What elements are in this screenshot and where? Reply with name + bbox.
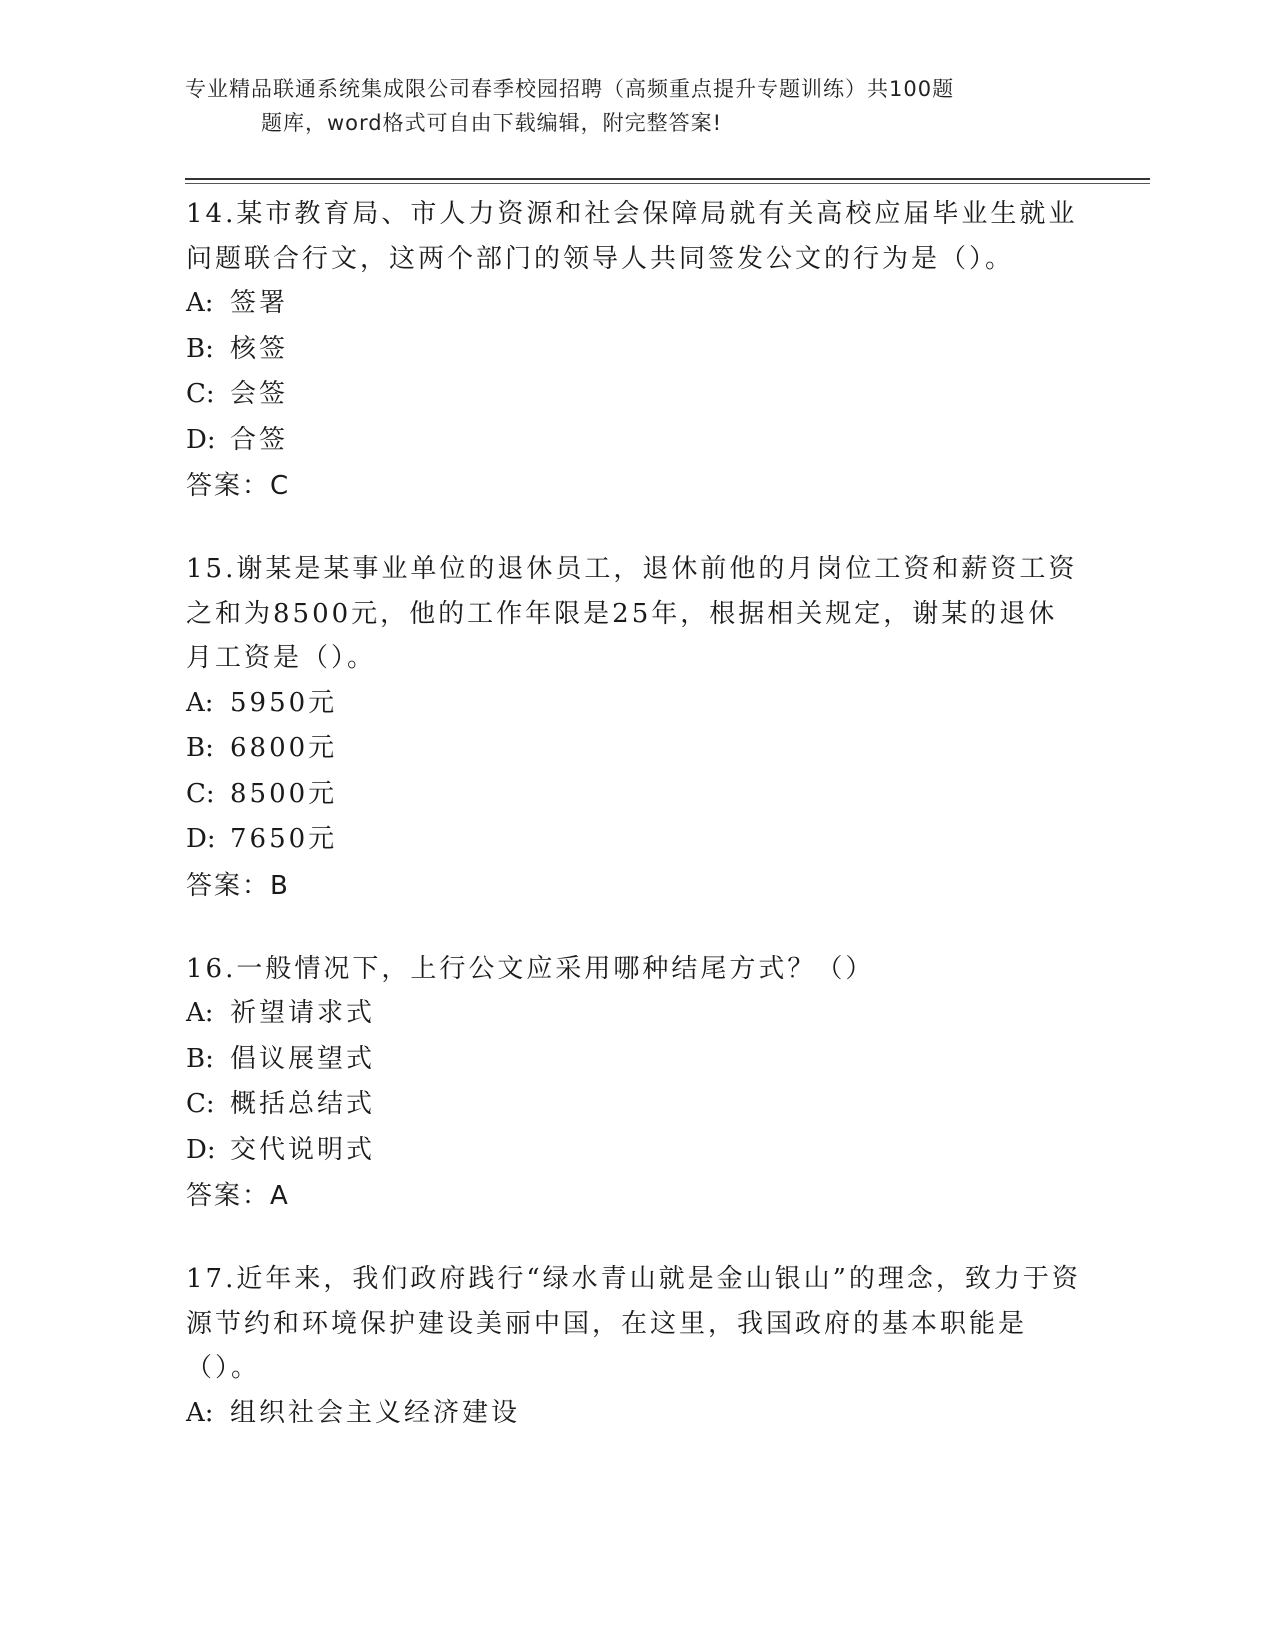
option-d bbox=[186, 817, 1086, 863]
header-divider-thick bbox=[185, 178, 1150, 180]
page-header bbox=[185, 72, 1085, 140]
question-stem: 16.一般情况下，上行公文应采用哪种结尾方式？（） bbox=[186, 953, 875, 984]
option-a bbox=[186, 681, 1086, 727]
option-text: 祈望请求式 bbox=[230, 998, 376, 1028]
option-key: A: bbox=[186, 687, 214, 718]
option-text: 5950元 bbox=[230, 687, 338, 718]
option-text: 组织社会主义经济建设 bbox=[230, 1397, 521, 1428]
option-b bbox=[186, 1037, 1086, 1083]
option-text: 会签 bbox=[230, 379, 289, 409]
answer-line: 答案：B bbox=[186, 870, 290, 901]
option-text: 交代说明式 bbox=[230, 1134, 376, 1165]
option-key: B: bbox=[186, 1043, 214, 1074]
option-key: A: bbox=[186, 288, 214, 318]
header-divider-thin bbox=[185, 183, 1150, 184]
header-title-line1: 专业精品联通系统集成限公司春季校园招聘（高频重点提升专题训练）共100题 bbox=[185, 77, 955, 101]
question-stem: 17.近年来，我们政府践行“绿水青山就是金山银山”的理念，致力于资源节约和环境保护建设美丽中国，在这里，我国政府的基本职能是（）。 bbox=[186, 1264, 1081, 1383]
option-text: 8500元 bbox=[230, 778, 338, 809]
option-b bbox=[186, 726, 1086, 772]
option-a bbox=[186, 991, 1086, 1037]
option-c bbox=[186, 372, 1086, 418]
option-key: B: bbox=[186, 333, 214, 364]
question-15 bbox=[186, 547, 1086, 909]
option-key: B: bbox=[186, 733, 214, 763]
answer-line: 答案：A bbox=[186, 1181, 290, 1211]
option-a bbox=[186, 1391, 1086, 1437]
header-title-line2: 题库，word格式可自由下载编辑，附完整答案! bbox=[261, 111, 723, 135]
option-key: D: bbox=[186, 824, 216, 854]
question-stem: 15.谢某是某事业单位的退休员工，退休前他的月岗位工资和薪资工资之和为8500元，他的工作年限是25年，根据相关规定，谢某的退休月工资是（）。 bbox=[186, 554, 1078, 673]
option-key: D: bbox=[186, 424, 216, 455]
option-key: A: bbox=[186, 1397, 214, 1428]
question-14 bbox=[186, 192, 1086, 509]
option-text: 概括总结式 bbox=[230, 1089, 376, 1119]
option-text: 核签 bbox=[230, 333, 289, 364]
option-a bbox=[186, 281, 1086, 327]
question-stem: 14.某市教育局、市人力资源和社会保障局就有关高校应届毕业生就业问题联合行文，这两个部门的领导人共同签发公文的行为是（）。 bbox=[186, 199, 1078, 274]
option-text: 7650元 bbox=[230, 824, 338, 854]
option-key: C: bbox=[186, 778, 215, 809]
question-16 bbox=[186, 947, 1086, 1220]
option-c bbox=[186, 1082, 1086, 1128]
option-key: C: bbox=[186, 379, 215, 409]
option-c bbox=[186, 772, 1086, 818]
option-text: 倡议展望式 bbox=[230, 1043, 376, 1074]
option-text: 签署 bbox=[230, 288, 289, 318]
option-key: A: bbox=[186, 998, 214, 1028]
option-key: C: bbox=[186, 1089, 215, 1119]
question-17 bbox=[186, 1257, 1086, 1436]
answer-line: 答案：C bbox=[186, 471, 291, 501]
option-text: 6800元 bbox=[230, 733, 338, 763]
option-b bbox=[186, 327, 1086, 373]
option-text: 合签 bbox=[230, 424, 289, 455]
question-list bbox=[186, 192, 1086, 1474]
option-key: D: bbox=[186, 1134, 216, 1165]
option-d bbox=[186, 418, 1086, 464]
option-d bbox=[186, 1128, 1086, 1174]
